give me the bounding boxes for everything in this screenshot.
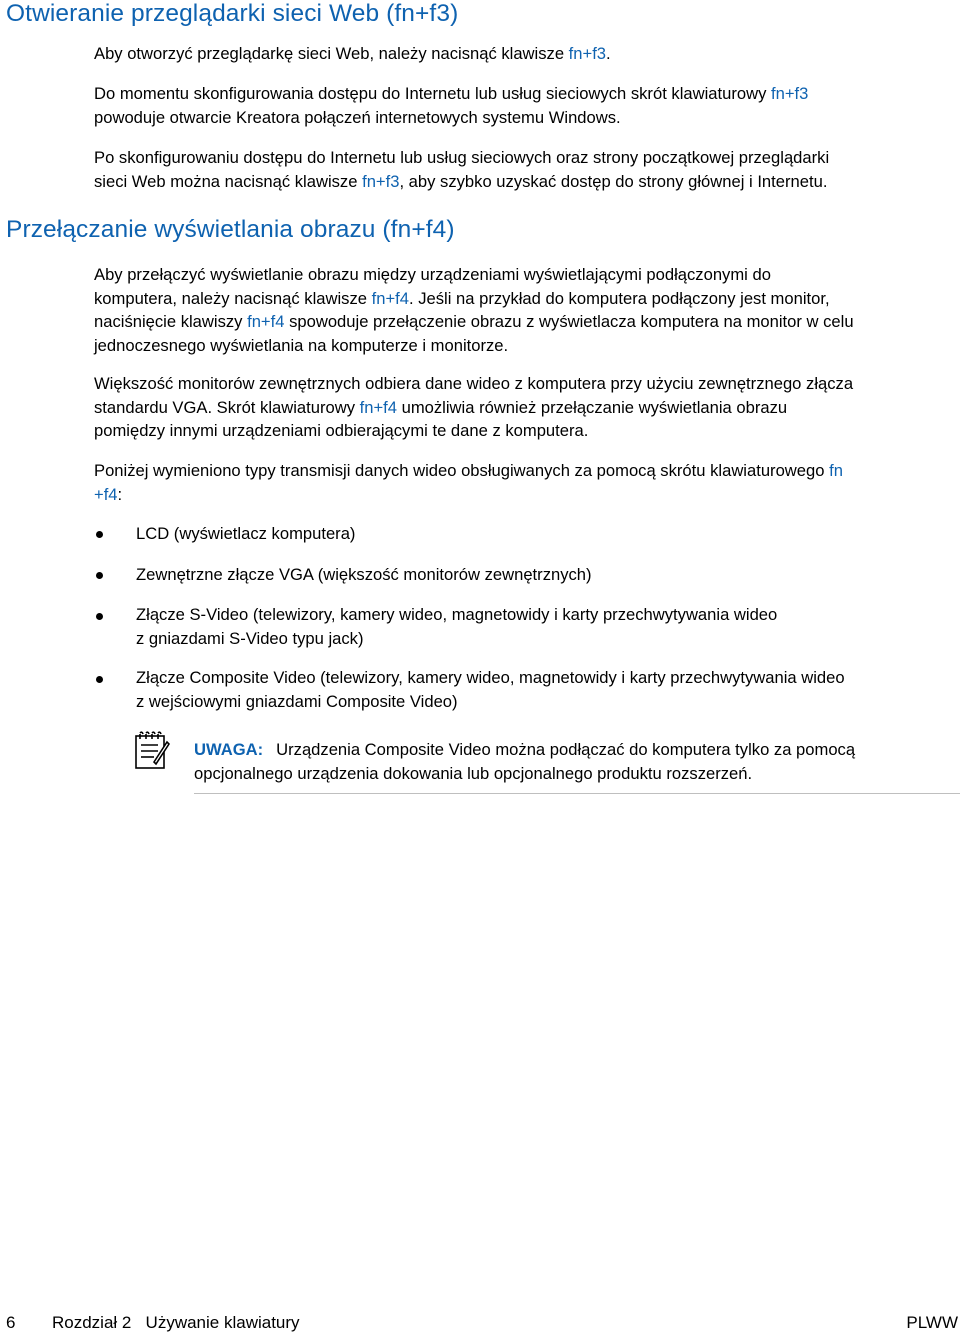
list-item xyxy=(136,603,960,650)
text: Większość monitorów zewnętrznych odbiera dane wideo z komputera przy użyciu zewnętrznego złącza xyxy=(94,374,854,393)
section-heading-browser: Otwieranie przeglądarki sieci Web (fn+f3) xyxy=(6,0,459,27)
page-number: 6 xyxy=(6,1313,16,1332)
text: , aby szybko uzyskać dostęp do strony głównej i Internetu. xyxy=(399,171,828,191)
text: Aby otworzyć przeglądarkę sieci Web, należy nacisnąć klawisze xyxy=(94,44,569,63)
bullet-icon xyxy=(96,676,103,683)
paragraph xyxy=(94,263,960,357)
text: sieci Web można nacisnąć klawisze xyxy=(94,171,363,191)
key-combo: fn+f4 xyxy=(247,312,285,331)
paragraph xyxy=(94,82,960,129)
text: Złącze Composite Video (telewizory, kamery wideo, magnetowidy i karty przechwytywania wideo xyxy=(136,668,845,687)
paragraph xyxy=(94,459,960,506)
key-combo: fn+f4 xyxy=(371,288,409,308)
text: powoduje otwarcie Kreatora połączeń internetowych systemu Windows. xyxy=(94,107,621,127)
bullet-icon xyxy=(96,613,103,620)
key-combo: fn xyxy=(829,461,843,480)
text: Zewnętrzne złącze VGA (większość monitorów zewnętrznych) xyxy=(136,565,592,584)
key-combo: +f4 xyxy=(94,484,118,504)
section-heading-display-switch: Przełączanie wyświetlania obrazu (fn+f4) xyxy=(6,216,455,243)
text: komputera, należy nacisnąć klawisze xyxy=(94,288,372,308)
text: spowoduje przełączenie obrazu z wyświetlacza komputera na monitor w celu xyxy=(284,312,854,331)
text: z gniazdami S-Video typu jack) xyxy=(136,628,364,648)
chapter-title: Rozdział 2 Używanie klawiatury xyxy=(52,1313,300,1332)
text: Urządzenia Composite Video można podłączać do komputera tylko za pomocą xyxy=(276,740,856,759)
key-combo: fn+f3 xyxy=(771,84,809,103)
text: Złącze S-Video (telewizory, kamery wideo, magnetowidy i karty przechwytywania wideo xyxy=(136,605,778,624)
text: standardu VGA. Skrót klawiaturowy xyxy=(94,397,360,417)
key-combo: fn+f3 xyxy=(362,171,400,191)
text: Do momentu skonfigurowania dostępu do Internetu lub usług sieciowych skrót klawiaturowy xyxy=(94,84,772,103)
list-item xyxy=(136,522,960,546)
text: naciśnięcie klawiszy xyxy=(94,312,248,331)
paragraph xyxy=(94,146,960,193)
note-divider xyxy=(194,793,960,794)
note-label: UWAGA: xyxy=(194,740,264,759)
text: jednoczesnego wyświetlania na komputerze i monitorze. xyxy=(94,335,509,355)
text: Po skonfigurowaniu dostępu do Internetu lub usług sieciowych oraz strony początkowej przeglądarki xyxy=(94,148,830,167)
text: pomiędzy innymi urządzeniami odbierającymi te dane z komputera. xyxy=(94,421,589,440)
paragraph xyxy=(94,372,960,443)
key-combo: fn+f3 xyxy=(568,44,607,63)
bullet-icon xyxy=(96,572,103,579)
document-code: PLWW xyxy=(906,1313,958,1332)
text: Aby przełączyć wyświetlanie obrazu między urządzeniami wyświetlającymi podłączonymi do xyxy=(94,265,771,284)
text: Poniżej wymieniono typy transmisji danych wideo obsługiwanych za pomocą skrótu klawiaturowego xyxy=(94,461,830,480)
text: . Jeśli na przykład do komputera podłączony jest monitor, xyxy=(409,288,830,308)
bullet-icon xyxy=(96,531,103,538)
note-pad-icon xyxy=(134,730,170,770)
list-item xyxy=(136,666,960,713)
text: z wejściowymi gniazdami Composite Video) xyxy=(136,691,458,711)
text: LCD (wyświetlacz komputera) xyxy=(136,524,356,543)
paragraph xyxy=(94,42,960,66)
text: umożliwia również przełączanie wyświetlania obrazu xyxy=(397,397,788,417)
text: : xyxy=(117,484,123,504)
list-item xyxy=(136,563,960,587)
key-combo: fn+f4 xyxy=(359,397,397,417)
text: . xyxy=(606,44,611,63)
note-text xyxy=(194,738,960,785)
text: opcjonalnego urządzenia dokowania lub opcjonalnego produktu rozszerzeń. xyxy=(194,763,753,783)
